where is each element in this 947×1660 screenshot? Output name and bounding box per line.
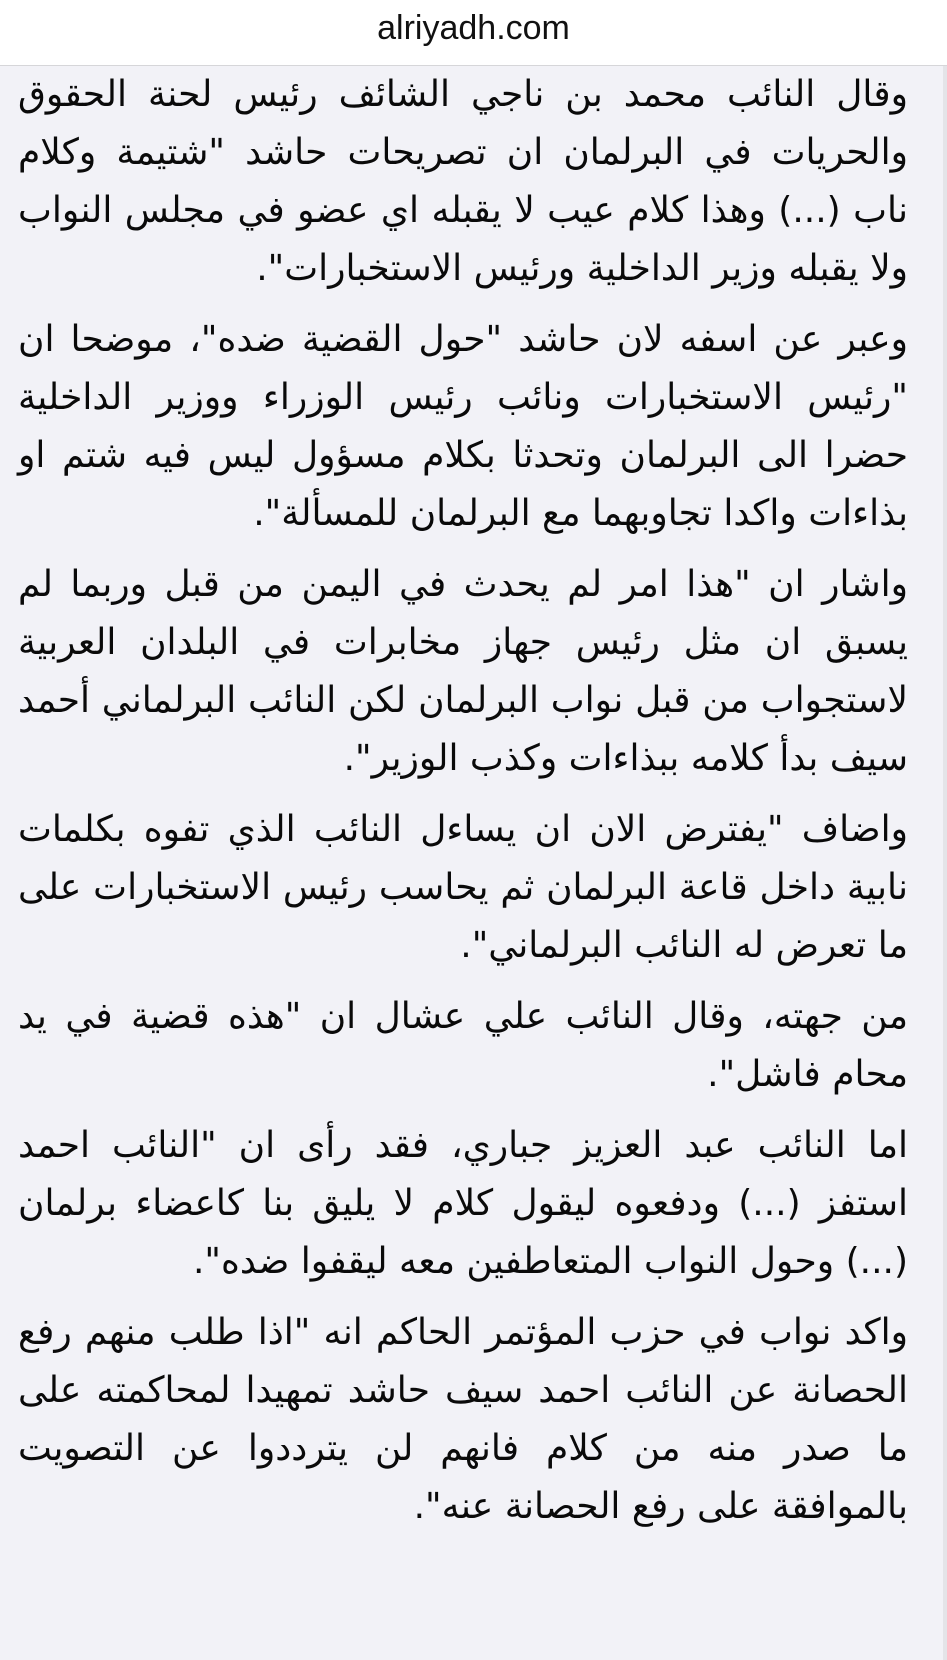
browser-address-bar[interactable] (0, 0, 947, 66)
article-paragraph: وقال النائب محمد بن ناجي الشائف رئيس لحنة الحقوق والحريات في البرلمان ان تصريحات حاشد "شتيمة وكلام ناب (...) وهذا كلام عيب لا يقبله اي عضو في مجلس النواب ولا يقبله وزير الداخلية ورئيس الاستخبارات". (18, 74, 908, 289)
article-paragraph: واضاف "يفترض الان ان يساءل النائب الذي تفوه بكلمات نابية داخل قاعة البرلمان ثم يحاسب رئيس الاستخبارات على ما تعرض له النائب البرلماني". (18, 809, 908, 966)
article-paragraph: من جهته، وقال النائب علي عشال ان "هذه قضية في يد محام فاشل". (18, 996, 908, 1095)
article-paragraph: وعبر عن اسفه لان حاشد "حول القضية ضده"، موضحا ان "رئيس الاستخبارات ونائب رئيس الوزراء ووزير الداخلية حضرا الى البرلمان وتحدثا بكلام مسؤول ليس فيه شتم او بذاءات واكدا تجاوبهما مع البرلمان للمسألة". (18, 319, 908, 534)
article-paragraph: اما النائب عبد العزيز جباري، فقد رأى ان "النائب احمد استفز (...) ودفعوه ليقول كلام لا يليق بنا كاعضاء برلمان (...) وحول النواب المتعاطفين معه ليقفوا ضده". (18, 1125, 908, 1282)
url-domain[interactable]: alriyadh.com (377, 9, 570, 47)
scroll-edge (943, 66, 947, 1660)
clipped-previous-text (761, 0, 861, 4)
article-body (18, 66, 908, 1549)
article-paragraph: واشار ان "هذا امر لم يحدث في اليمن من قبل وربما لم يسبق ان مثل رئيس جهاز مخابرات في البلدان العربية لاستجواب من قبل نواب البرلمان لكن النائب البرلماني أحمد سيف بدأ كلامه ببذاءات وكذب الوزير". (18, 564, 908, 779)
article-paragraph: واكد نواب في حزب المؤتمر الحاكم انه "اذا طلب منهم رفع الحصانة عن النائب احمد سيف حاشد تمهيدا لمحاكمته على ما صدر منه من كلام فانهم لن يترددوا عن التصويت بالموافقة على رفع الحصانة عنه". (18, 1312, 908, 1527)
